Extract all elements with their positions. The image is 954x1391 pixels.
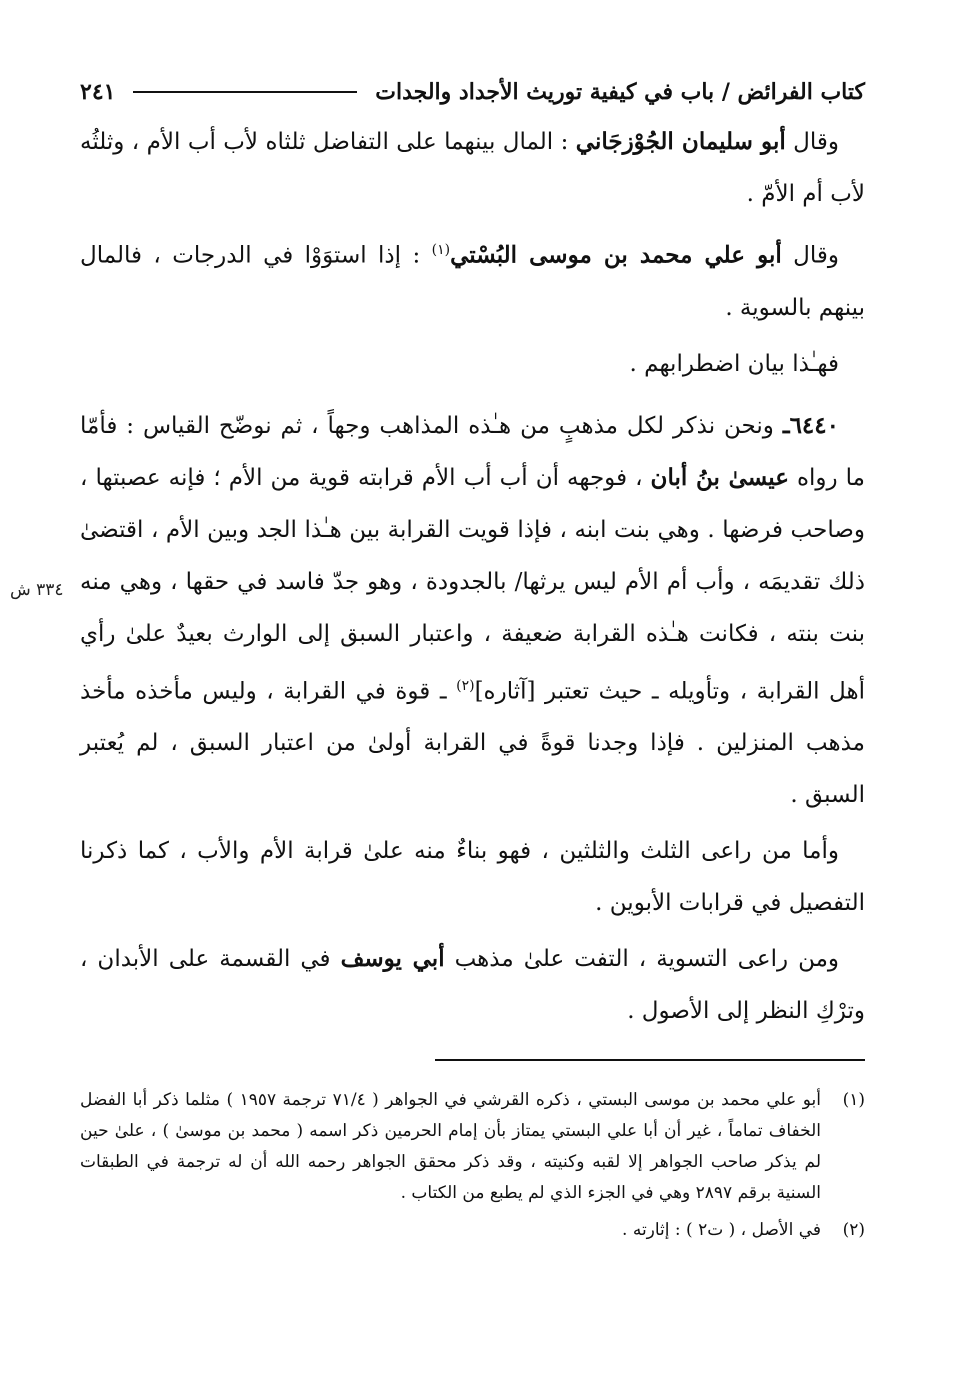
paragraph-text: : المال بينهما على التفاضل ثلثاه لأب أب الأم ، وثلثُه لأب أم الأمّ . <box>80 129 865 207</box>
paragraph-text: وقال <box>785 129 839 155</box>
paragraph-text: وقال <box>781 242 839 269</box>
footnote-text: أبو علي محمد بن موسى البستي ، ذكره القرشي في الجواهر ( ٧١/٤ ترجمة ١٩٥٧ ) مثلما ذكر أبا الفضل الخفاف تماماً ، غير أن أبا علي البستي يمتاز بأن إمام الحرمين ذكر اسمه ( محمد بن موسىٰ ) ، علىٰ حين لم يذكر صاحب الجواهر إلا لقبه وكنيته ، وقد ذكر محقق الجواهر رحمه الله أن له ترجمة في الطبقات السنية برقم ٢٨٩٧ وهي في الجزء الذي لم يطبع من الكتاب . <box>80 1090 822 1204</box>
footnote-marker: (١) <box>842 1090 865 1111</box>
paragraph-6440 <box>80 400 865 822</box>
margin-folio-note: ٣٣٤ ش <box>10 580 64 600</box>
running-header-title: كتاب الفرائض / باب في كيفية توريث الأجداد والجدات <box>375 79 865 105</box>
header-rule <box>133 91 357 93</box>
person-name: أبو علي محمد بن موسى البُسْتي <box>450 241 782 269</box>
page-number: ٢٤١ <box>80 79 116 105</box>
footnote-ref: (٢) <box>456 677 475 694</box>
footnote-2 <box>80 1215 865 1246</box>
footnote-marker: (٢) <box>842 1220 865 1241</box>
paragraph-summary <box>80 338 865 390</box>
footnote-rule <box>435 1059 865 1061</box>
paragraph-busti <box>80 224 865 334</box>
paragraph-number: ٦٤٤٠ـ <box>782 411 839 439</box>
paragraph-thirds <box>80 825 865 929</box>
person-name: أبي يوسف <box>340 945 445 973</box>
running-header <box>80 68 865 116</box>
paragraph-text: ، فوجهه أن أب أب الأم قرابته قوية من الأم ؛ فإنه عصبتها ، وصاحب فرضها . وهي بنت ابنه ، فإذا قويت القرابة بين هـٰذا الجد وبين الأم ، اقتضىٰ ذلك تقديمَه ، وأب أم الأم ليس يرثها/ بالجدودة ، وهو جدّ فاسد في حقها ، وهي منه بنت بنته ، فكانت هـٰذه القرابة ضعيفة ، واعتبار السبق إلى الوارث بعيدٌ علىٰ رأي أهل القرابة ، وتأويله ـ حيث تعتبر [آثاره] <box>80 464 865 705</box>
footnote-text: في الأصل ، ( ت٢ ) : إثارته . <box>622 1220 821 1241</box>
person-name: أبو سليمان الجُوْزجَاني <box>575 128 786 155</box>
paragraph-text: ونحن نذكر لكل مذهبٍ من هـٰذه المذاهب وجهاً ، ثم نوضّح القياس : فأمّا ما رواه <box>80 412 865 491</box>
main-text <box>80 116 865 1037</box>
paragraph-text: ـ قوة في القرابة ، وليس مأخذه مأخذ مذهب المنزلين . فإذا وجدنا قوةً في القرابة أولىٰ من اعتبار السبق ، لم يُعتبر السبق . <box>80 678 865 809</box>
paragraph-text: فهـٰذا بيان اضطرابهم . <box>629 350 839 377</box>
book-page <box>80 68 865 1252</box>
footnote-1 <box>80 1085 865 1209</box>
paragraph-text: وأما من راعى الثلث والثلثين ، فهو بناءٌ منه علىٰ قرابة الأم والأب ، كما ذكرنا التفصيل في قرابات الأبوين . <box>80 838 865 917</box>
paragraph-jowzjani <box>80 116 865 220</box>
person-name: عيسىٰ بنُ أبان <box>650 463 789 491</box>
paragraph-equality <box>80 933 865 1037</box>
paragraph-text: ومن راعى التسوية ، التفت علىٰ مذهب <box>444 946 840 973</box>
paragraph-text: في القسمة على الأبدان ، وترْكِ النظر إلى الأصول . <box>80 946 865 1025</box>
footnote-ref: (١) <box>431 242 451 258</box>
paragraph-text: : إذا استوَوْا في الدرجات ، فالمال بينهم بالسوية . <box>80 242 865 321</box>
footnotes <box>80 1085 865 1246</box>
